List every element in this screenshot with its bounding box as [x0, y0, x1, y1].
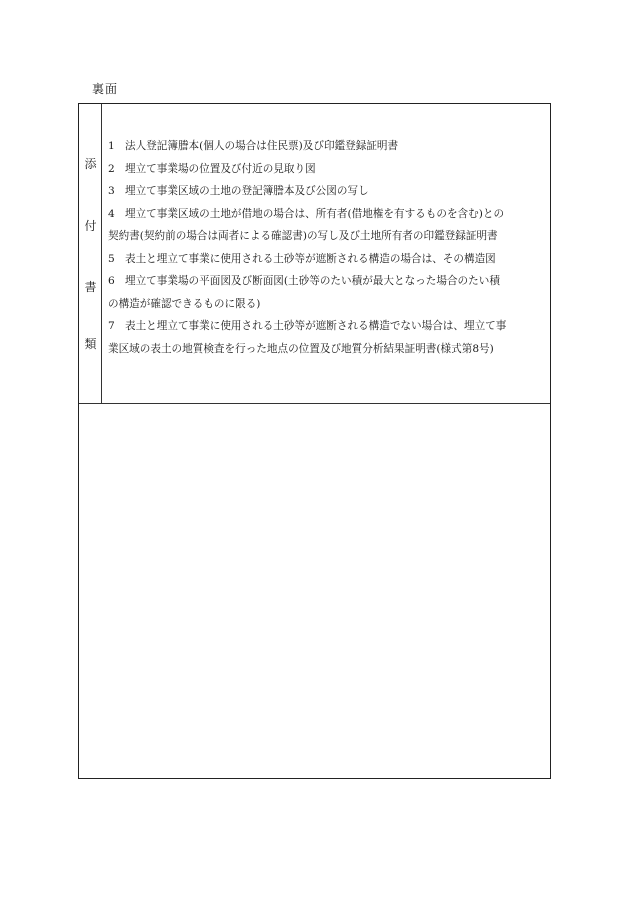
item-number: 2: [108, 162, 115, 175]
attached-documents-list: [108, 135, 548, 360]
list-item: [108, 180, 548, 203]
list-item: [108, 203, 548, 248]
item-text-continuation: の構造が確認できるものに限る): [108, 297, 261, 310]
item-text-block: [108, 203, 548, 248]
section-label-char: 添: [84, 157, 97, 171]
section-label-char: 書: [84, 280, 97, 294]
item-text: 表土と埋立て事業に使用される土砂等が遮断される構造でない場合は、埋立て事: [125, 320, 507, 332]
list-item: [108, 135, 548, 158]
item-number: 7: [108, 320, 115, 332]
item-number: 6: [108, 275, 115, 287]
list-item: [108, 158, 548, 181]
blank-entry-area: [79, 404, 550, 777]
item-number: 1: [108, 140, 115, 152]
page-side-label: 裏面: [92, 82, 119, 96]
item-number: 3: [108, 185, 115, 197]
list-item: [108, 248, 548, 271]
attachment-form: [78, 103, 551, 779]
item-number: 5: [108, 252, 115, 265]
item-text: 埋立て事業場の平面図及び断面図(土砂等のたい積が最大となった場合のたい積: [125, 275, 500, 287]
item-text-continuation: 契約書(契約前の場合は両者による確認書)の写し及び土地所有者の印鑑登録証明書: [108, 230, 498, 242]
item-text: 埋立て事業区域の土地が借地の場合は、所有者(借地権を有するものを含む)との: [125, 207, 505, 220]
item-text-continuation: 業区域の表土の地質検査を行った地点の位置及び地質分析結果証明書(様式第8号): [108, 342, 494, 355]
section-label-char: 付: [84, 219, 97, 233]
item-text-block: [108, 315, 548, 360]
item-text: 表土と埋立て事業に使用される土砂等が遮断される構造の場合は、その構造図: [125, 252, 496, 265]
list-item: [108, 315, 548, 360]
item-text: 法人登記簿謄本(個人の場合は住民票)及び印鑑登録証明書: [125, 140, 399, 152]
item-text: 埋立て事業区域の土地の登記簿謄本及び公図の写し: [125, 185, 369, 197]
list-item: [108, 270, 548, 315]
item-text-block: [108, 270, 548, 315]
item-number: 4: [108, 207, 115, 220]
section-label-char: 類: [84, 337, 97, 351]
item-text: 埋立て事業場の位置及び付近の見取り図: [125, 162, 316, 175]
attached-documents-section: [79, 104, 550, 404]
section-label-column: [79, 104, 102, 403]
